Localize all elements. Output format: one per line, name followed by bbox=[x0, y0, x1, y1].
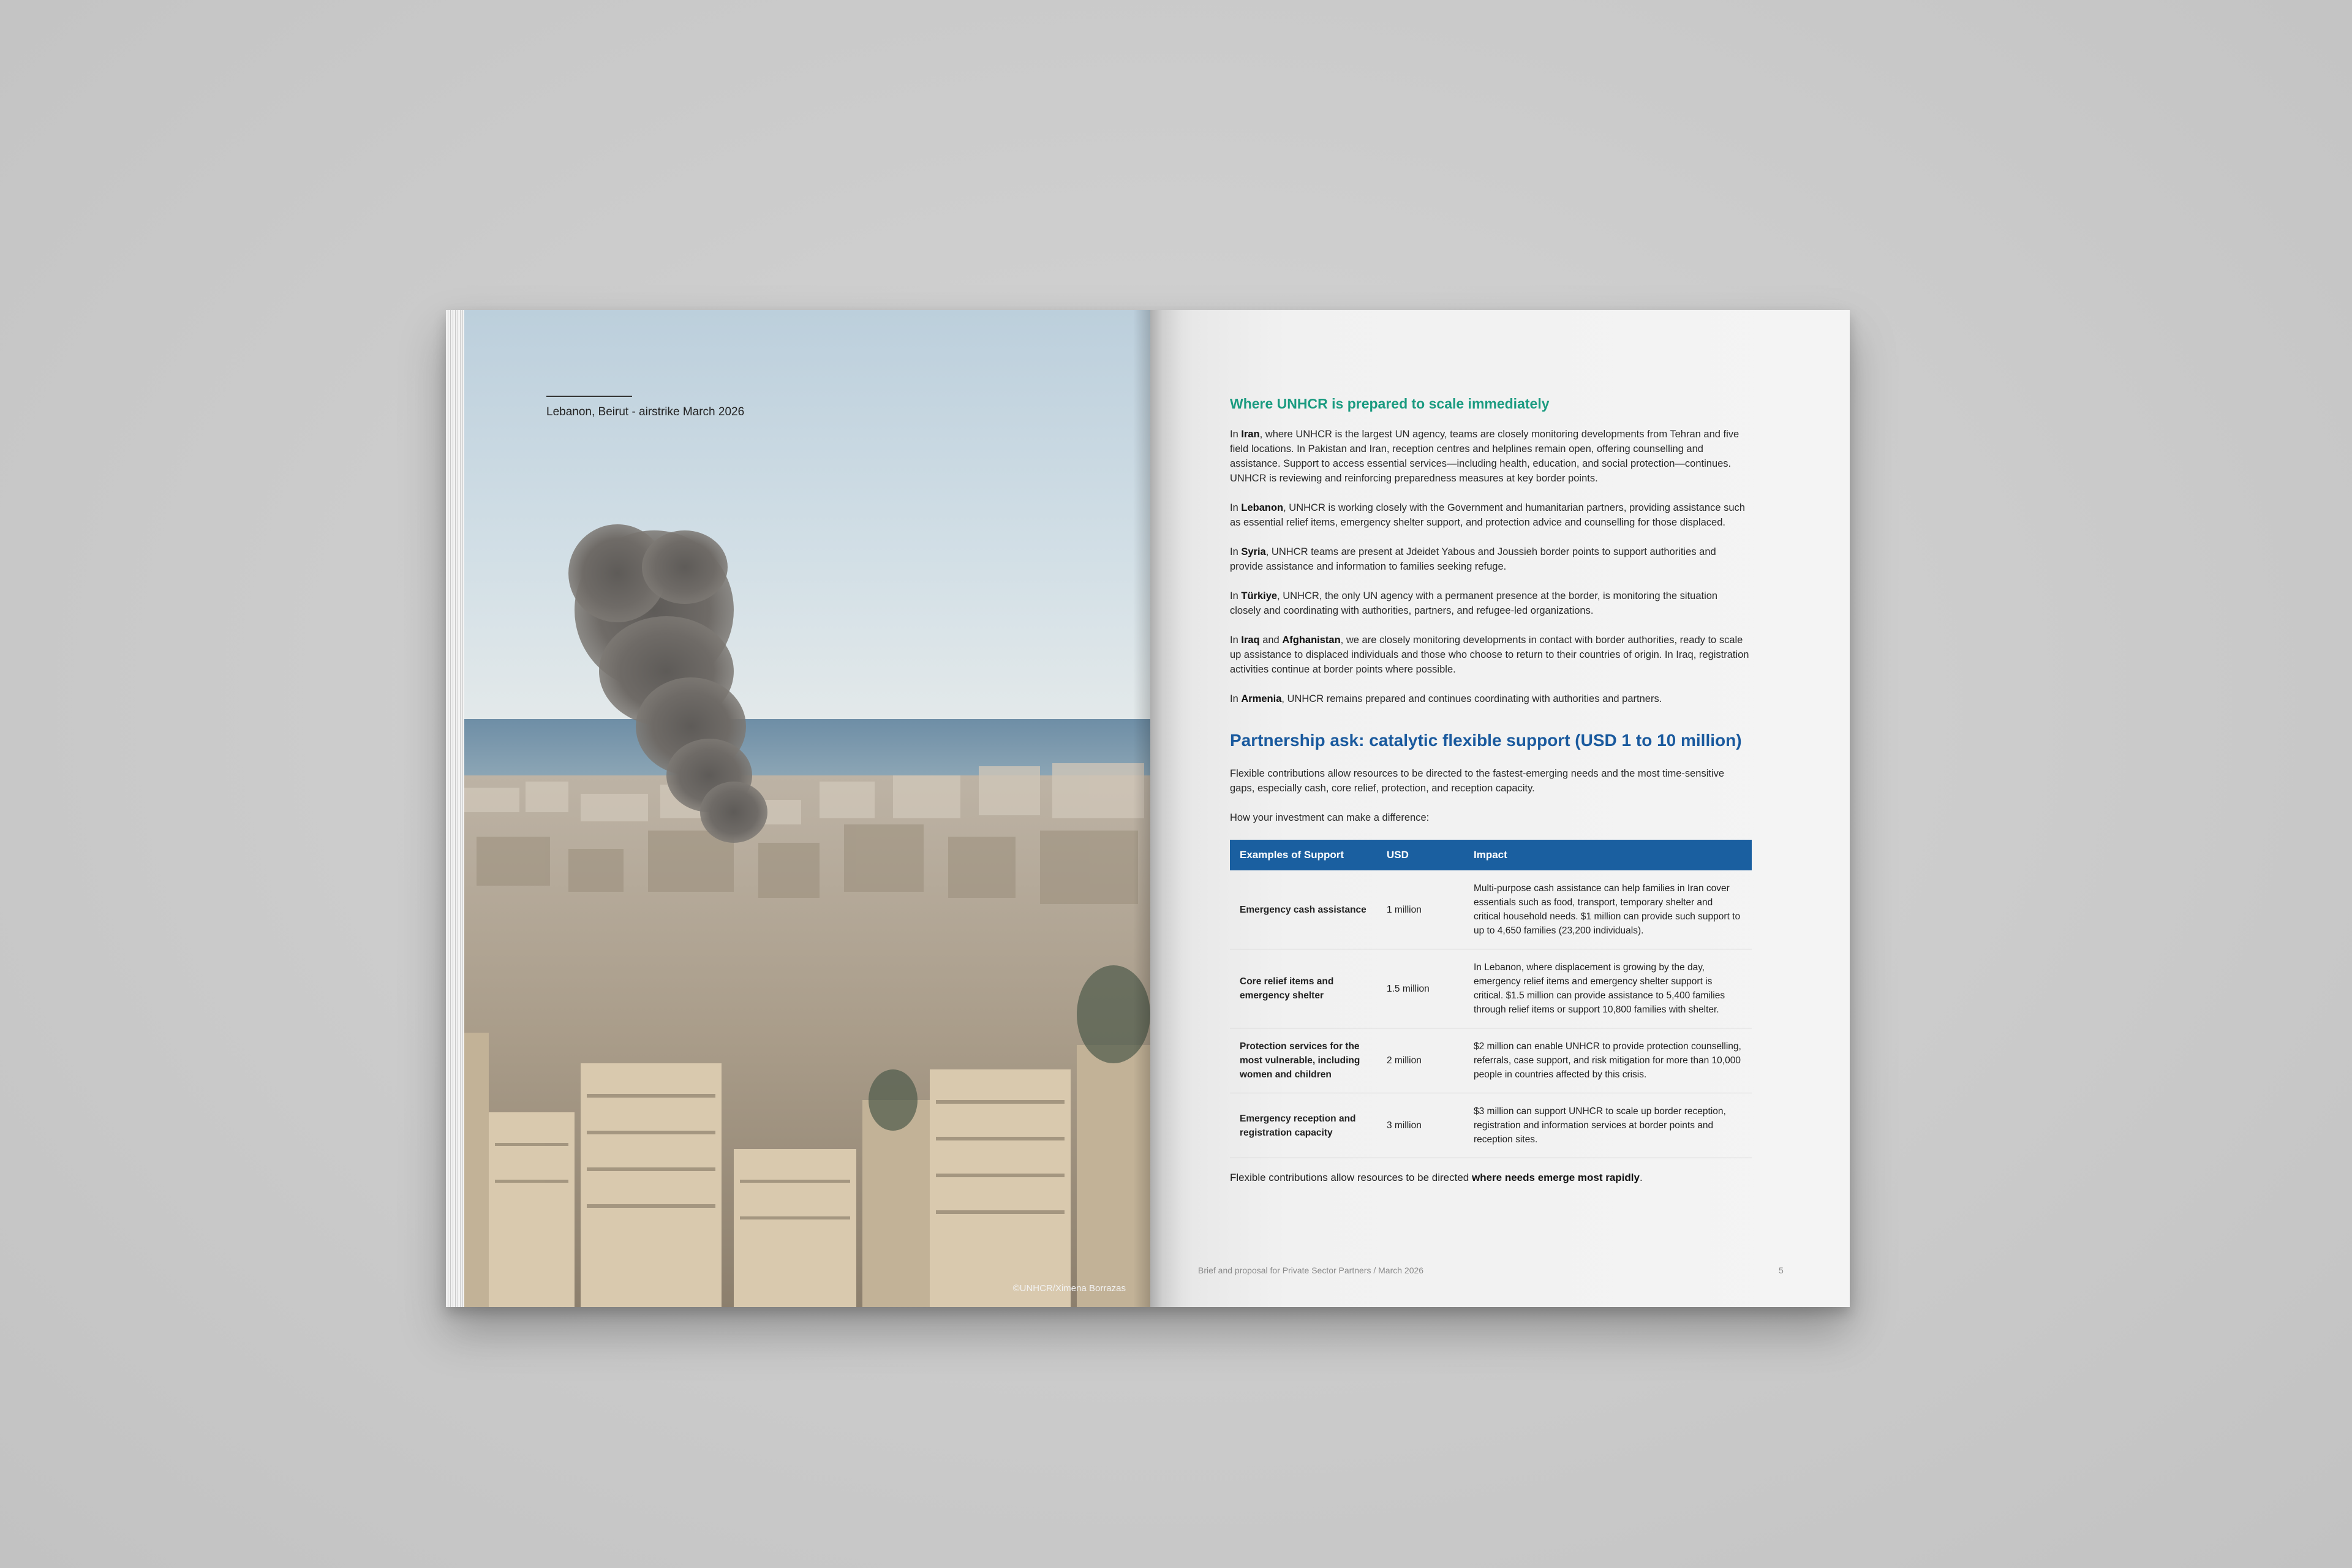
header-impact: Impact bbox=[1464, 840, 1752, 870]
section-title-scale: Where UNHCR is prepared to scale immediately bbox=[1230, 396, 1550, 412]
usd-cell: 2 million bbox=[1377, 1028, 1464, 1093]
usd-cell: 1 million bbox=[1377, 870, 1464, 949]
impact-cell: $2 million can enable UNHCR to provide protection counselling, referrals, case support, and risk mitigation for more than 10,000 people in countries affected by this crisis. bbox=[1464, 1028, 1752, 1093]
paragraph-iran: In Iran, where UNHCR is the largest UN agency, teams are closely monitoring developments from Tehran and five field locations. In Pakistan and Iran, reception centres and helplines remain open, offering counselling and assistance. Support to access essential services—including health, education, and social protection—continues. UNHCR is reviewing and reinforcing preparedness measures at key border points. bbox=[1230, 429, 1740, 484]
usd-cell: 3 million bbox=[1377, 1093, 1464, 1158]
impact-cell: Multi-purpose cash assistance can help families in Iran cover essentials such as food, transport, temporary shelter and critical household needs. $1 million can provide such support to up to 4,650 families (23,200 individuals). bbox=[1464, 870, 1752, 949]
table-row bbox=[1230, 1093, 1752, 1158]
usd-cell: 1.5 million bbox=[1377, 949, 1464, 1028]
page-footer: Brief and proposal for Private Sector Partners / March 2026 bbox=[1198, 1265, 1424, 1275]
paragraph-armenia: In Armenia, UNHCR remains prepared and continues coordinating with authorities and partners. bbox=[1230, 693, 1662, 704]
example-cell: Protection services for the most vulnerable, including women and children bbox=[1230, 1028, 1377, 1093]
page-edges bbox=[446, 310, 464, 1307]
partnership-intro: Flexible contributions allow resources to be directed to the fastest-emerging needs and the most time-sensitive gaps, especially cash, core relief, protection, and reception capacity. bbox=[1230, 768, 1725, 794]
page-content bbox=[1230, 396, 1751, 1184]
photo-caption: Lebanon, Beirut - airstrike March 2026 bbox=[546, 405, 745, 418]
left-page bbox=[464, 310, 1150, 1307]
paragraph-iraq-afghanistan: In Iraq and Afghanistan, we are closely monitoring developments in contact with border authorities, ready to scale up assistance to displaced individuals and those who choose to return to their countries of origin. In Iraq, registration activities continue at border points where possible. bbox=[1230, 635, 1749, 675]
beirut-airstrike-photo bbox=[464, 310, 1150, 1307]
impact-cell: $3 million can support UNHCR to scale up border reception, registration and information services at border points and reception sites. bbox=[1464, 1093, 1752, 1158]
closing-statement: Flexible contributions allow resources to be directed where needs emerge most rapidly. bbox=[1230, 1172, 1643, 1183]
paragraph-lebanon: In Lebanon, UNHCR is working closely with the Government and humanitarian partners, providing assistance such as essential relief items, emergency shelter support, and protection advice and counselling for those displaced. bbox=[1230, 502, 1745, 528]
table-row bbox=[1230, 949, 1752, 1028]
table-header-row bbox=[1230, 840, 1752, 870]
impact-cell: In Lebanon, where displacement is growing by the day, emergency relief items and emergency shelter support is critical. $1.5 million can provide assistance to 5,400 families through relief items or support 10,800 families with shelter. bbox=[1464, 949, 1752, 1028]
investment-lead: How your investment can make a difference: bbox=[1230, 812, 1430, 823]
header-examples: Examples of Support bbox=[1230, 840, 1377, 870]
paragraph-turkiye: In Türkiye, UNHCR, the only UN agency with a permanent presence at the border, is monitoring the situation closely and coordinating with authorities, partners, and refugee-led organizations. bbox=[1230, 590, 1718, 616]
example-cell: Core relief items and emergency shelter bbox=[1230, 949, 1377, 1028]
caption-rule bbox=[546, 396, 632, 397]
section-title-partnership: Partnership ask: catalytic flexible support (USD 1 to 10 million) bbox=[1230, 731, 1742, 750]
support-table bbox=[1230, 840, 1752, 1158]
example-cell: Emergency reception and registration capacity bbox=[1230, 1093, 1377, 1158]
photo-credit: ©UNHCR/Ximena Borrazas bbox=[1012, 1283, 1126, 1294]
header-usd: USD bbox=[1377, 840, 1464, 870]
right-page bbox=[1150, 310, 1850, 1307]
paragraph-syria: In Syria, UNHCR teams are present at Jdeidet Yabous and Joussieh border points to support authorities and provide assistance and information to families seeking refuge. bbox=[1230, 546, 1716, 572]
page-number: 5 bbox=[1779, 1265, 1784, 1275]
table-row bbox=[1230, 870, 1752, 949]
table-row bbox=[1230, 1028, 1752, 1093]
example-cell: Emergency cash assistance bbox=[1230, 870, 1377, 949]
